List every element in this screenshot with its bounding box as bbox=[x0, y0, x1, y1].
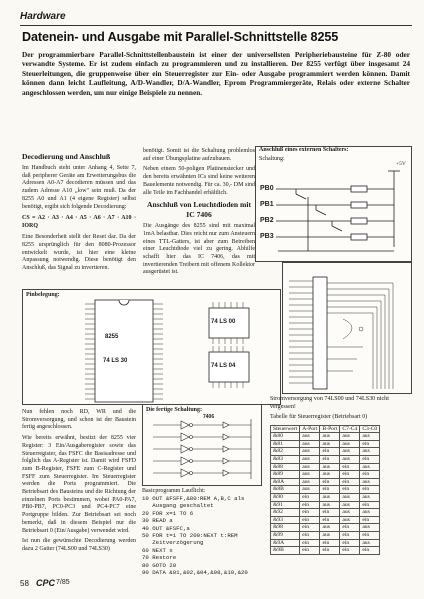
register-table-title: Tabelle für Steuerregister (Betriebsart 0) bbox=[270, 414, 368, 420]
table-cell: aus bbox=[360, 448, 380, 456]
table-cell: ein bbox=[320, 547, 340, 555]
table-cell: aus bbox=[360, 524, 380, 532]
table-cell: ein bbox=[320, 516, 340, 524]
table-cell: aus bbox=[300, 471, 320, 479]
table-cell: &8A bbox=[271, 478, 300, 486]
power-note: Stromversorgung von 74LS00 und 74LS30 nicht vergessen! bbox=[270, 396, 389, 410]
code-line: 70 Restore bbox=[142, 554, 177, 562]
table-cell: aus bbox=[300, 448, 320, 456]
ic-74ls30-label: 74 LS 30 bbox=[103, 358, 128, 364]
article-title: Datenein- und Ausgabe mit Parallel-Schnittstelle 8255 bbox=[22, 30, 339, 44]
table-cell: aus bbox=[340, 501, 360, 509]
table-row bbox=[271, 471, 380, 479]
table-cell: aus bbox=[340, 433, 360, 441]
table-row bbox=[271, 440, 380, 448]
basic-program-label: Basicprogramm Lauflicht: bbox=[142, 488, 206, 494]
table-cell: &9A bbox=[271, 539, 300, 547]
register-table-body bbox=[271, 433, 380, 555]
table-cell: aus bbox=[360, 478, 380, 486]
table-cell: aus bbox=[320, 463, 340, 471]
table-cell: &93 bbox=[271, 516, 300, 524]
led-schematic-label: Die fertige Schaltung: bbox=[146, 407, 202, 413]
reset-paragraph: Eine Besonderheit stellt der Reset dar. Da der 8255 ursprünglich für den 8080-Prozessor entwickelt wurde, ist hier eine kleine Anpassung notwendig. Diese benötigt den Anschluß, das Signal zu invertieren. bbox=[22, 234, 136, 272]
table-cell: aus bbox=[300, 440, 320, 448]
table-cell: aus bbox=[320, 471, 340, 479]
table-cell: ein bbox=[360, 471, 380, 479]
issue-label: 7/85 bbox=[56, 579, 70, 586]
table-cell: aus bbox=[300, 433, 320, 441]
table-cell: ein bbox=[360, 486, 380, 494]
basic-program bbox=[142, 487, 274, 576]
table-row bbox=[271, 463, 380, 471]
column-2-upper bbox=[143, 148, 255, 280]
table-row bbox=[271, 455, 380, 463]
table-row bbox=[271, 516, 380, 524]
decoding-paragraph: Im Handbuch steht unter Anhang 4, Seite 7, daß peripherer Geräte am Erweiterungsbus die Adressen A0-A7 decodieren müssen und das zudem Adresse A10 „low" sein muß. Da der 8255 A0 und A1 (4 eigene Register) selbst benötigt, ergibt sich folgende Decodierung: bbox=[22, 165, 136, 210]
code-line: 20 FOR x=1 TO 6 bbox=[142, 509, 194, 517]
table-cell: ein bbox=[340, 478, 360, 486]
column-header: Steuerwert bbox=[271, 425, 300, 433]
table-cell: ein bbox=[300, 531, 320, 539]
table-cell: ein bbox=[320, 448, 340, 456]
column-header: A-Port bbox=[300, 425, 320, 433]
code-line: 10 OUT &FSFF,&80:REM A,B,C als bbox=[142, 495, 245, 502]
chip-select-formula: CS = A2 · A3 · A4 · A5 · A6 · A7 · A10 · IORQ bbox=[22, 215, 136, 230]
table-cell: ein bbox=[300, 539, 320, 547]
supply-label: +5V bbox=[396, 161, 406, 167]
table-cell: ein bbox=[360, 440, 380, 448]
table-row bbox=[271, 433, 380, 441]
table-cell: ein bbox=[360, 455, 380, 463]
column-header: B-Port bbox=[320, 425, 340, 433]
table-cell: &82 bbox=[271, 448, 300, 456]
table-cell: ein bbox=[300, 501, 320, 509]
column-header: C3-C0 bbox=[360, 425, 380, 433]
table-cell: aus bbox=[320, 524, 340, 532]
table-row bbox=[271, 448, 380, 456]
table-cell: aus bbox=[320, 440, 340, 448]
led-schematic bbox=[142, 404, 262, 486]
table-cell: aus bbox=[320, 493, 340, 501]
table-cell: aus bbox=[300, 455, 320, 463]
table-cell: ein bbox=[320, 478, 340, 486]
table-row bbox=[271, 493, 380, 501]
connection-schematic bbox=[282, 262, 412, 394]
table-row bbox=[271, 501, 380, 509]
register-table-block bbox=[270, 414, 412, 555]
section-tag: Hardware bbox=[20, 11, 66, 22]
table-cell: ein bbox=[360, 501, 380, 509]
table-row bbox=[271, 539, 380, 547]
switch-schematic bbox=[255, 146, 412, 262]
column-header: C7-C4 bbox=[340, 425, 360, 433]
switch-schematic-title: Anschluß eines externen Schalters: bbox=[259, 147, 349, 153]
table-cell: ein bbox=[340, 531, 360, 539]
table-cell: ein bbox=[320, 509, 340, 517]
port-label-pb3: PB3 bbox=[260, 233, 274, 240]
page-footer bbox=[20, 578, 412, 592]
table-cell: &99 bbox=[271, 531, 300, 539]
table-cell: ein bbox=[300, 547, 320, 555]
table-cell: aus bbox=[340, 455, 360, 463]
magazine-logo: CPC bbox=[36, 578, 56, 588]
table-cell: &91 bbox=[271, 501, 300, 509]
table-cell: ein bbox=[340, 547, 360, 555]
table-cell: aus bbox=[340, 448, 360, 456]
table-header-row bbox=[271, 425, 380, 433]
page-header bbox=[20, 10, 412, 26]
table-cell: ein bbox=[340, 539, 360, 547]
parts-paragraph: Neben einem 50-poligen Platinenstecker und den bereits erwähnten ICs sind keine weiteren Bauelemente notwendig. Für ca. 30,- DM sind alle Teile im Fachhandel erhältlich. bbox=[143, 166, 255, 196]
led-heading: Anschluß von Leuchtdioden mit IC 7406 bbox=[146, 200, 252, 220]
table-cell: ein bbox=[360, 531, 380, 539]
table-row bbox=[271, 524, 380, 532]
ic-74ls04-label: 74 LS 04 bbox=[211, 363, 236, 369]
page-number: 58 bbox=[20, 579, 29, 588]
table-cell: aus bbox=[340, 493, 360, 501]
intro-paragraph: Der programmierbare Parallel-Schnittstellenbaustein ist einer der universellsten Peripheriebausteine für Z-80 oder verwandte Systeme. Er ist zudem einfach zu programmieren und zu installieren. Der 8255 verfügt über insgesamt 24 Steuerleitungen, die gruppenweise über ein Steuerregister zur Ein- oder Ausgabe programmiert werden können. Damit können dann leicht Laufleitung, A/D-Wandler, D/A-Wandler, Eprom Programmiergeräte, Relais oder externe Schalter angeschlossen werden, um nur einige Beispiele zu nennen. bbox=[22, 50, 410, 97]
table-cell: &8B bbox=[271, 486, 300, 494]
table-cell: ein bbox=[300, 524, 320, 532]
table-cell: aus bbox=[360, 509, 380, 517]
table-cell: aus bbox=[360, 433, 380, 441]
table-cell: ein bbox=[360, 516, 380, 524]
pinout-label: Pinbelegung: bbox=[26, 292, 60, 298]
table-cell: aus bbox=[360, 493, 380, 501]
table-cell: aus bbox=[300, 463, 320, 471]
table-cell: ein bbox=[320, 455, 340, 463]
table-cell: &90 bbox=[271, 493, 300, 501]
column-1-upper bbox=[22, 152, 136, 276]
power-paragraph: Nun fehlen noch RD, WR und die Stromversorgung, und schon ist der Baustein fertig angeschlossen. bbox=[22, 409, 136, 431]
table-cell: ein bbox=[300, 516, 320, 524]
table-cell: &80 bbox=[271, 433, 300, 441]
code-line: Zeitverzögerung bbox=[142, 539, 204, 547]
table-cell: ein bbox=[300, 493, 320, 501]
code-line: 80 GOTO 20 bbox=[142, 561, 177, 569]
table-cell: &89 bbox=[271, 471, 300, 479]
pinout-pins-drawing bbox=[23, 290, 282, 406]
table-cell: aus bbox=[340, 440, 360, 448]
led-ic-label: 7406 bbox=[203, 414, 215, 420]
register-paragraph: Wie bereits erwähnt, besitzt der 8255 vier Register: 3 Ein/Ausgaberegister sowie das Steuerregister, das FSFC die Basisadresse und folglich das A-Register ist. Damit wird FSFD zum B-Register, FSFE zum C-Register und FSFF zum Steuerregister. Im Steuerregister werden die Ports programmiert. Die Betriebsart des Bausteins und die Richtung der einzelnen Ports bestimmen, wobei PA0-PA7, PB0-PB7, PC0-PC3 und PC4-PC7 eine Portgruppe bilden. Zur Betriebsart sei noch bemerkt, daß in diesem Beispiel nur die Betriebsart 0 (Ein/Ausgabe) verwendet wird. bbox=[22, 435, 136, 534]
port-label-pb0: PB0 bbox=[260, 185, 274, 192]
ic-74ls00-label: 74 LS 00 bbox=[211, 319, 236, 325]
table-cell: aus bbox=[360, 539, 380, 547]
table-cell: aus bbox=[300, 486, 320, 494]
led-paragraph: Die Ausgänge des 8255 sind mit maximal 1mA belastbar. Dies reicht nur zum Ansteuern eines TTL-Gatters, ist aber zum Betreiben einer Leuchtdiode viel zu gering. Abhilfe schafft hier das IC 7406, das mit invertierenden Treibern mit offenem Kollektor ausgerüstet ist. bbox=[143, 223, 255, 276]
table-cell: &88 bbox=[271, 463, 300, 471]
table-row bbox=[271, 531, 380, 539]
register-table bbox=[270, 425, 380, 555]
pinout-diagram bbox=[22, 289, 281, 405]
table-cell: aus bbox=[340, 516, 360, 524]
table-cell: ein bbox=[320, 539, 340, 547]
table-cell: ein bbox=[360, 547, 380, 555]
board-paragraph: benötigt. Somit ist die Schaltung problemlos auf einer Übungsplatine aufzubauen. bbox=[143, 148, 255, 162]
table-cell: &9B bbox=[271, 547, 300, 555]
gates-paragraph: Ist nun die gewünschte Decodierung werden dazu 2 Gatter (74LS00 und 74LS30) bbox=[22, 538, 136, 552]
table-cell: &98 bbox=[271, 524, 300, 532]
switch-circuit-drawing bbox=[256, 147, 413, 263]
decoding-heading: Decodierung und Anschluß bbox=[22, 152, 111, 161]
table-cell: aus bbox=[320, 501, 340, 509]
port-label-pb1: PB1 bbox=[260, 201, 274, 208]
table-row bbox=[271, 509, 380, 517]
code-line: 60 NEXT x bbox=[142, 546, 173, 554]
code-line: 30 READ a bbox=[142, 517, 173, 525]
code-line: 90 DATA &01,&02,&04,&08,&10,&20 bbox=[142, 569, 248, 577]
table-cell: aus bbox=[300, 478, 320, 486]
port-label-pb2: PB2 bbox=[260, 217, 274, 224]
table-cell: ein bbox=[320, 486, 340, 494]
table-cell: &83 bbox=[271, 455, 300, 463]
table-row bbox=[271, 486, 380, 494]
table-cell: aus bbox=[340, 509, 360, 517]
table-cell: aus bbox=[320, 433, 340, 441]
table-row bbox=[271, 547, 380, 555]
table-cell: ein bbox=[300, 509, 320, 517]
table-cell: aus bbox=[320, 531, 340, 539]
table-row bbox=[271, 478, 380, 486]
ic-8255-label: 8255 bbox=[105, 334, 119, 340]
table-cell: ein bbox=[340, 471, 360, 479]
table-cell: &81 bbox=[271, 440, 300, 448]
table-cell: ein bbox=[340, 463, 360, 471]
connection-wiring-drawing bbox=[283, 263, 413, 395]
code-line: 50 FOR t=1 TO 200:NEXT t:REM bbox=[142, 532, 238, 540]
code-line: Ausgang geschaltet bbox=[142, 502, 214, 510]
table-cell: &92 bbox=[271, 509, 300, 517]
table-cell: ein bbox=[340, 524, 360, 532]
column-1-lower bbox=[22, 409, 136, 557]
table-cell: ein bbox=[340, 486, 360, 494]
table-cell: aus bbox=[360, 463, 380, 471]
code-line: 40 OUT &FSFC,a bbox=[142, 524, 190, 532]
switch-schematic-label: Schaltung: bbox=[259, 156, 285, 162]
